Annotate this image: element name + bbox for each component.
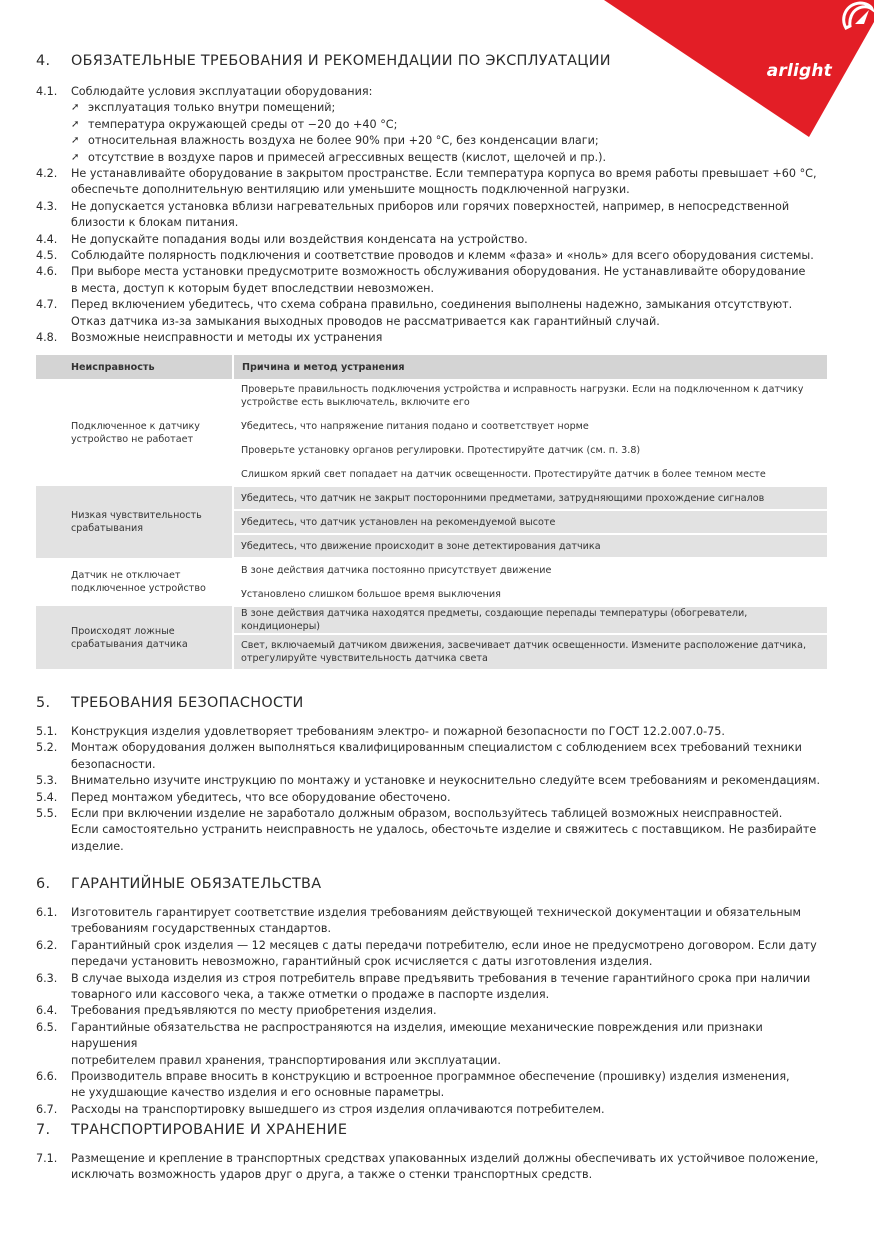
- section-5-items: [36, 724, 826, 855]
- item-4-3: 4.3. Не допускается установка вблизи нагревательных приборов или горячих поверхностей, например, в непосредственной близости к блокам питания.: [36, 199, 790, 230]
- item-6-2: 6.2. Гарантийный срок изделия — 12 месяцев с даты передачи потребителю, если иное не предусмотрено договором. Если дату передачи установить невозможно, гарантийный срок исчисляется с даты изготовления изделия.: [36, 938, 817, 969]
- section-6-title: 6. ГАРАНТИЙНЫЕ ОБЯЗАТЕЛЬСТВА: [36, 876, 322, 892]
- arrow-icon: ➚: [71, 102, 80, 114]
- fault-category: Подключенное к датчику устройство не работает: [36, 379, 233, 486]
- item-4-5: 4.5. Соблюдайте полярность подключения и соответствие проводов и клемм «фаза» и «ноль» для всего оборудования системы.: [36, 249, 814, 263]
- item-4-4: 4.4. Не допускайте попадания воды или воздействия конденсата на устройство.: [36, 232, 528, 246]
- table-row: [36, 379, 827, 414]
- column-header-fault: Неисправность: [36, 355, 233, 379]
- item-5-1: 5.1. Конструкция изделия удовлетворяет требованиям электро- и пожарной безопасности по ГОСТ 12.2.007.0-75.: [36, 725, 725, 738]
- item-5-3: 5.3. Внимательно изучите инструкцию по монтажу и установке и неукоснительно следуйте всем требованиям и рекомендациям.: [36, 774, 821, 788]
- item-4-6: 4.6. При выборе места установки предусмотрите возможность обслуживания оборудования. Не устанавливайте оборудование в места, доступ к которым будет впоследствии невозможен.: [36, 265, 806, 295]
- bullet-item: ➚ относительная влажность воздуха не более 90% при +20 °C, без конденсации влаги;: [36, 133, 826, 149]
- fault-category: Низкая чувствительность срабатывания: [36, 486, 233, 558]
- fault-category: Происходят ложные срабатывания датчика: [36, 606, 233, 669]
- arrow-icon: ➚: [71, 135, 80, 147]
- section-5-title: 5. ТРЕБОВАНИЯ БЕЗОПАСНОСТИ: [36, 695, 304, 711]
- arrow-icon: ➚: [71, 118, 80, 130]
- item-6-4: 6.4. Требования предъявляются по месту приобретения изделия.: [36, 1004, 437, 1018]
- item-6-6: 6.6. Производитель вправе вносить в конструкцию и встроенное программное обеспечение (прошивку) изделия изменения, не ухудшающие качество изделия и его основные параметры.: [36, 1070, 790, 1100]
- cause-cell: В зоне действия датчика постоянно присутствует движение: [233, 558, 827, 582]
- item-7-1: 7.1. Размещение и крепление в транспортных средствах упакованных изделий должны обеспечивать их устойчивое положение, исключать возможность ударов друг о друга, а также о стенки транспортных средств.: [36, 1152, 819, 1182]
- bullet-item: ➚ температура окружающей среды от −20 до +40 °C;: [36, 117, 826, 133]
- item-6-3: 6.3. В случае выхода изделия из строя потребитель вправе предъявить требования в течение гарантийного срока при наличии товарного или кассового чека, а также отметки о продаже в паспорте изделия.: [36, 971, 811, 1002]
- table-row: [36, 606, 827, 634]
- brand-wordmark: arlight: [766, 61, 832, 81]
- item-5-5: 5.5. Если при включении изделие не заработало должным образом, воспользуйтесь таблицей возможных неисправностей. Если самостоятельно устранить неисправность не удалось, обесточьте изделие и свяжитесь с поставщиком. Не разбирайте изделие.: [36, 807, 817, 853]
- item-6-5: 6.5. Гарантийные обязательства не распространяются на изделия, имеющие механические повреждения или признаки нарушения потребителем правил хранения, транспортирования или эксплуатации.: [36, 1020, 763, 1067]
- section-4-title: 4. ОБЯЗАТЕЛЬНЫЕ ТРЕБОВАНИЯ И РЕКОМЕНДАЦИИ ПО ЭКСПЛУАТАЦИИ: [36, 53, 611, 69]
- cause-cell: Проверьте установку органов регулировки. Протестируйте датчик (см. п. 3.8): [233, 438, 827, 462]
- section-4-items: [36, 84, 826, 347]
- section-7-items: [36, 1151, 826, 1184]
- item-6-1: 6.1. Изготовитель гарантирует соответствие изделия требованиям действующей технической документации и обязательным требованиям государственных стандартов.: [36, 906, 801, 936]
- table-row: [36, 486, 827, 510]
- cause-cell: Установлено слишком большое время выключения: [233, 582, 827, 606]
- faults-table: [36, 355, 827, 669]
- bullet-item: ➚ отсутствие в воздухе паров и примесей агрессивных веществ (кислот, щелочей и пр.).: [36, 150, 826, 166]
- cause-cell: Убедитесь, что напряжение питания подано и соответствует норме: [233, 414, 827, 438]
- cause-cell: Свет, включаемый датчиком движения, засвечивает датчик освещенности. Измените расположение датчика, отрегулируйте чувствительность датчика света: [233, 634, 827, 669]
- item-4-2: 4.2. Не устанавливайте оборудование в закрытом пространстве. Если температура корпуса во время работы превышает +60 °C, обеспечьте дополнительную вентиляцию или уменьшите мощность подключенной нагрузки.: [36, 167, 817, 197]
- cause-cell: В зоне действия датчика находятся предметы, создающие перепады температуры (обогреватели, кондиционеры): [233, 606, 827, 634]
- cause-cell: Убедитесь, что датчик не закрыт посторонними предметами, затрудняющими прохождение сигналов: [233, 486, 827, 510]
- item-4-7: 4.7. Перед включением убедитесь, что схема собрана правильно, соединения выполнены надежно, замыкания отсутствуют. Отказ датчика из-за замыкания выходных проводов не рассматривается как гарантийный случай.: [36, 298, 793, 328]
- item-4-1: 4.1. Соблюдайте условия эксплуатации оборудования:: [36, 85, 373, 98]
- section-7-title: 7. ТРАНСПОРТИРОВАНИЕ И ХРАНЕНИЕ: [36, 1122, 348, 1138]
- item-4-8: 4.8. Возможные неисправности и методы их устранения: [36, 331, 383, 345]
- section-6-items: [36, 905, 826, 1118]
- logo-swoosh-icon: [838, 0, 874, 32]
- fault-category: Датчик не отключает подключенное устройство: [36, 558, 233, 606]
- item-5-2: 5.2. Монтаж оборудования должен выполняться квалифицированным специалистом с соблюдением всех требований техники безопасности.: [36, 741, 802, 771]
- item-6-7: 6.7. Расходы на транспортировку вышедшего из строя изделия оплачиваются потребителем.: [36, 1102, 605, 1116]
- arrow-icon: ➚: [71, 151, 80, 163]
- bullet-item: ➚ эксплуатация только внутри помещений;: [36, 100, 826, 116]
- cause-cell: Слишком яркий свет попадает на датчик освещенности. Протестируйте датчик в более темном месте: [233, 462, 827, 486]
- column-header-cause: Причина и метод устранения: [233, 355, 827, 379]
- cause-cell: Проверьте правильность подключения устройства и исправность нагрузки. Если на подключенном к датчику устройстве есть выключатель, включите его: [233, 379, 827, 414]
- cause-cell: Убедитесь, что датчик установлен на рекомендуемой высоте: [233, 510, 827, 534]
- cause-cell: Убедитесь, что движение происходит в зоне детектирования датчика: [233, 534, 827, 558]
- table-row: [36, 558, 827, 582]
- item-5-4: 5.4. Перед монтажом убедитесь, что все оборудование обесточено.: [36, 790, 451, 804]
- table-header-row: [36, 355, 827, 379]
